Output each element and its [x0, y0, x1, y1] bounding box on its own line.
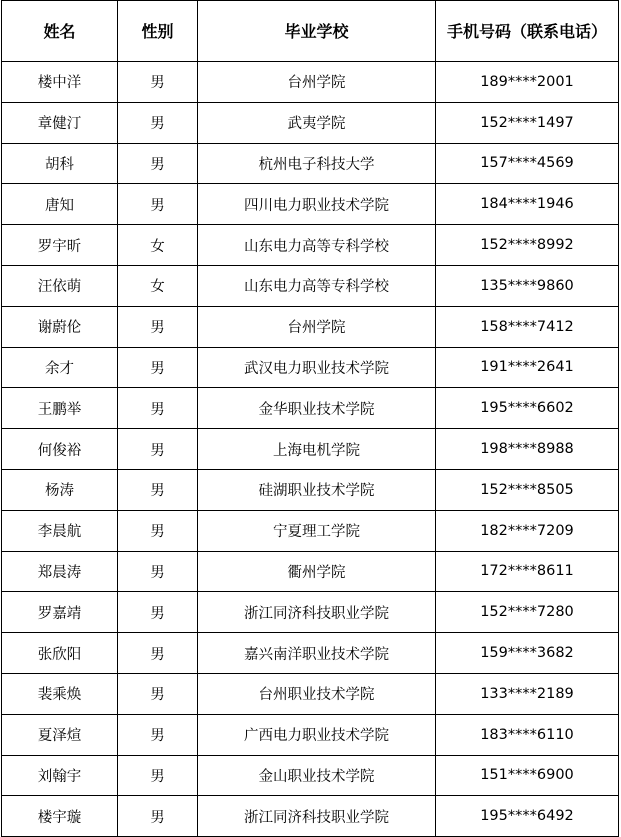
cell-gender: 男 — [118, 388, 198, 429]
cell-gender: 男 — [118, 714, 198, 755]
cell-school: 台州学院 — [198, 62, 436, 103]
cell-gender: 男 — [118, 347, 198, 388]
cell-phone: 198****8988 — [436, 429, 619, 470]
cell-phone: 152****8505 — [436, 469, 619, 510]
cell-phone: 159****3682 — [436, 633, 619, 674]
cell-phone: 152****8992 — [436, 225, 619, 266]
cell-phone: 191****2641 — [436, 347, 619, 388]
table-row — [2, 143, 619, 184]
cell-gender: 男 — [118, 429, 198, 470]
cell-gender: 女 — [118, 225, 198, 266]
cell-name: 夏泽煊 — [2, 714, 118, 755]
table-row — [2, 347, 619, 388]
cell-gender: 男 — [118, 633, 198, 674]
table-row — [2, 225, 619, 266]
header-name: 姓名 — [2, 1, 118, 62]
table-row — [2, 102, 619, 143]
cell-gender: 男 — [118, 673, 198, 714]
cell-gender: 男 — [118, 306, 198, 347]
table-row — [2, 429, 619, 470]
table-row — [2, 184, 619, 225]
cell-school: 嘉兴南洋职业技术学院 — [198, 633, 436, 674]
cell-phone: 172****8611 — [436, 551, 619, 592]
header-school: 毕业学校 — [198, 1, 436, 62]
cell-phone: 184****1946 — [436, 184, 619, 225]
cell-school: 上海电机学院 — [198, 429, 436, 470]
cell-school: 四川电力职业技术学院 — [198, 184, 436, 225]
cell-school: 金山职业技术学院 — [198, 755, 436, 796]
header-gender: 性别 — [118, 1, 198, 62]
cell-gender: 男 — [118, 510, 198, 551]
cell-school: 浙江同济科技职业学院 — [198, 796, 436, 837]
cell-gender: 男 — [118, 796, 198, 837]
cell-name: 罗宇昕 — [2, 225, 118, 266]
table-row — [2, 306, 619, 347]
cell-name: 谢蔚伦 — [2, 306, 118, 347]
cell-school: 武夷学院 — [198, 102, 436, 143]
cell-name: 何俊裕 — [2, 429, 118, 470]
cell-gender: 男 — [118, 592, 198, 633]
cell-phone: 183****6110 — [436, 714, 619, 755]
roster-table — [1, 0, 619, 837]
cell-name: 罗嘉靖 — [2, 592, 118, 633]
cell-phone: 182****7209 — [436, 510, 619, 551]
table-body — [2, 62, 619, 837]
cell-school: 衢州学院 — [198, 551, 436, 592]
cell-phone: 195****6492 — [436, 796, 619, 837]
table-row — [2, 551, 619, 592]
cell-school: 广西电力职业技术学院 — [198, 714, 436, 755]
cell-school: 硅湖职业技术学院 — [198, 469, 436, 510]
cell-phone: 151****6900 — [436, 755, 619, 796]
cell-gender: 男 — [118, 551, 198, 592]
cell-name: 刘翰宇 — [2, 755, 118, 796]
cell-phone: 157****4569 — [436, 143, 619, 184]
cell-school: 金华职业技术学院 — [198, 388, 436, 429]
cell-name: 郑晨涛 — [2, 551, 118, 592]
cell-name: 余才 — [2, 347, 118, 388]
cell-gender: 男 — [118, 755, 198, 796]
cell-gender: 男 — [118, 102, 198, 143]
cell-name: 胡科 — [2, 143, 118, 184]
cell-name: 唐知 — [2, 184, 118, 225]
cell-name: 王鹏举 — [2, 388, 118, 429]
table-row — [2, 62, 619, 103]
cell-phone: 152****1497 — [436, 102, 619, 143]
header-phone: 手机号码（联系电话） — [436, 1, 619, 62]
table-row — [2, 755, 619, 796]
table-row — [2, 633, 619, 674]
cell-school: 杭州电子科技大学 — [198, 143, 436, 184]
table-header-row — [2, 1, 619, 62]
table-row — [2, 388, 619, 429]
cell-phone: 133****2189 — [436, 673, 619, 714]
table-row — [2, 796, 619, 837]
table-row — [2, 592, 619, 633]
cell-school: 武汉电力职业技术学院 — [198, 347, 436, 388]
cell-school: 台州职业技术学院 — [198, 673, 436, 714]
cell-phone: 189****2001 — [436, 62, 619, 103]
table-row — [2, 714, 619, 755]
cell-phone: 158****7412 — [436, 306, 619, 347]
cell-name: 张欣阳 — [2, 633, 118, 674]
cell-gender: 男 — [118, 184, 198, 225]
cell-name: 李晨航 — [2, 510, 118, 551]
table-row — [2, 265, 619, 306]
cell-school: 山东电力高等专科学校 — [198, 225, 436, 266]
cell-name: 汪依萌 — [2, 265, 118, 306]
cell-name: 楼宇璇 — [2, 796, 118, 837]
cell-name: 裴乘焕 — [2, 673, 118, 714]
cell-school: 浙江同济科技职业学院 — [198, 592, 436, 633]
table-row — [2, 469, 619, 510]
cell-name: 杨涛 — [2, 469, 118, 510]
cell-phone: 152****7280 — [436, 592, 619, 633]
cell-name: 章健汀 — [2, 102, 118, 143]
cell-gender: 男 — [118, 469, 198, 510]
cell-gender: 男 — [118, 62, 198, 103]
cell-school: 台州学院 — [198, 306, 436, 347]
table-row — [2, 673, 619, 714]
cell-name: 楼中洋 — [2, 62, 118, 103]
cell-school: 宁夏理工学院 — [198, 510, 436, 551]
cell-phone: 135****9860 — [436, 265, 619, 306]
cell-school: 山东电力高等专科学校 — [198, 265, 436, 306]
cell-gender: 男 — [118, 143, 198, 184]
table-row — [2, 510, 619, 551]
cell-phone: 195****6602 — [436, 388, 619, 429]
cell-gender: 女 — [118, 265, 198, 306]
